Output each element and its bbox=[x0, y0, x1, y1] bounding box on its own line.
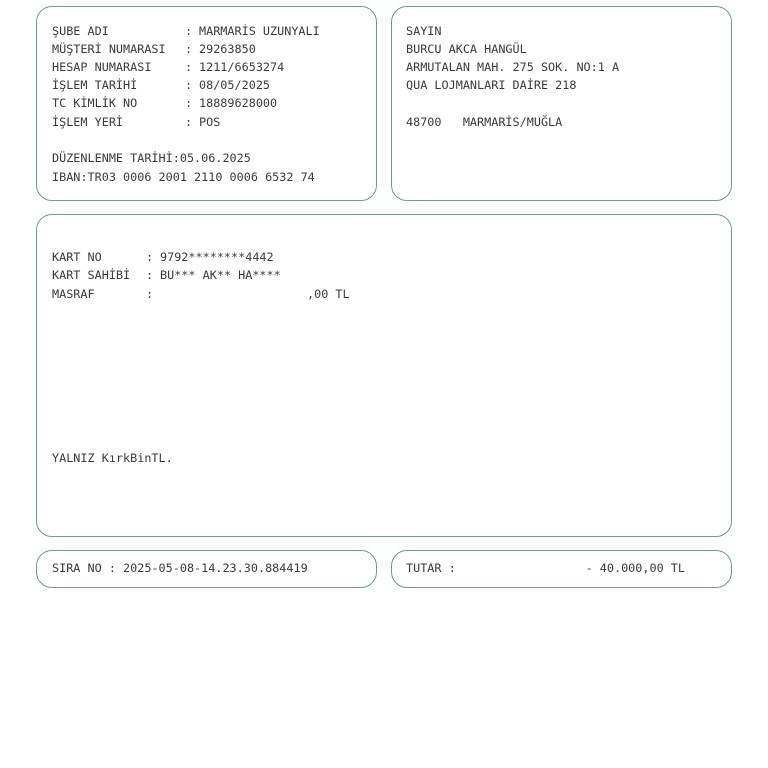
fee-value: ,00 TL bbox=[307, 287, 350, 301]
separator: : bbox=[146, 250, 154, 264]
separator: : bbox=[185, 24, 193, 38]
card-no-value: 9792********4442 bbox=[160, 250, 274, 264]
transaction-place-label: İŞLEM YERİ bbox=[52, 115, 124, 129]
tc-id-value: 18889628000 bbox=[199, 96, 278, 110]
transaction-place-row bbox=[52, 115, 220, 129]
separator: : bbox=[185, 42, 193, 56]
card-holder-label: KART SAHİBİ bbox=[52, 268, 131, 282]
card-holder-row bbox=[52, 268, 281, 282]
fee-label: MASRAF bbox=[52, 287, 95, 301]
separator: : bbox=[146, 268, 154, 282]
customer-no-label: MÜŞTERİ NUMARASI bbox=[52, 42, 166, 56]
transaction-date-value: 08/05/2025 bbox=[199, 78, 271, 92]
address-line-1: ARMUTALAN MAH. 275 SOK. NO:1 A bbox=[406, 60, 620, 74]
transaction-date-row bbox=[52, 78, 270, 92]
recipient-address-panel bbox=[391, 6, 732, 201]
separator: : bbox=[185, 60, 193, 74]
postal-city: 48700 MARMARİS/MUĞLA bbox=[406, 115, 563, 129]
separator: : bbox=[185, 96, 193, 110]
amount-panel bbox=[391, 550, 732, 588]
transaction-place-value: POS bbox=[199, 115, 221, 129]
amount-row bbox=[406, 561, 706, 575]
sequence-number-panel bbox=[36, 550, 377, 588]
salutation: SAYIN bbox=[406, 24, 442, 38]
account-no-label: HESAP NUMARASI bbox=[52, 60, 152, 74]
tc-id-row bbox=[52, 96, 277, 110]
branch-label: ŞUBE ADI bbox=[52, 24, 109, 38]
card-no-row bbox=[52, 250, 274, 264]
fee-row bbox=[52, 287, 382, 301]
issue-date: DÜZENLENME TARİHİ:05.06.2025 bbox=[52, 151, 251, 165]
card-holder-value: BU*** AK** HA**** bbox=[160, 268, 281, 282]
branch-row bbox=[52, 24, 320, 38]
card-details-panel bbox=[36, 214, 732, 537]
account-info-panel bbox=[36, 6, 377, 201]
card-no-label: KART NO bbox=[52, 250, 102, 264]
amount-label: TUTAR : bbox=[406, 561, 456, 575]
transaction-date-label: İŞLEM TARİHİ bbox=[52, 78, 138, 92]
customer-no-row bbox=[52, 42, 256, 56]
separator: : bbox=[185, 115, 193, 129]
tc-id-label: TC KİMLİK NO bbox=[52, 96, 138, 110]
amount-value: - 40.000,00 TL bbox=[585, 561, 685, 575]
customer-no-value: 29263850 bbox=[199, 42, 256, 56]
separator: : bbox=[146, 287, 154, 301]
separator: : bbox=[185, 78, 193, 92]
account-no-row bbox=[52, 60, 284, 74]
amount-in-words: YALNIZ KırkBinTL. bbox=[52, 451, 173, 465]
sequence-number: SIRA NO : 2025-05-08-14.23.30.884419 bbox=[52, 561, 308, 575]
iban: IBAN:TR03 0006 2001 2110 0006 6532 74 bbox=[52, 170, 315, 184]
account-no-value: 1211/6653274 bbox=[199, 60, 285, 74]
recipient-name: BURCU AKCA HANGÜL bbox=[406, 42, 527, 56]
address-line-2: QUA LOJMANLARI DAİRE 218 bbox=[406, 78, 577, 92]
branch-value: MARMARİS UZUNYALI bbox=[199, 24, 320, 38]
